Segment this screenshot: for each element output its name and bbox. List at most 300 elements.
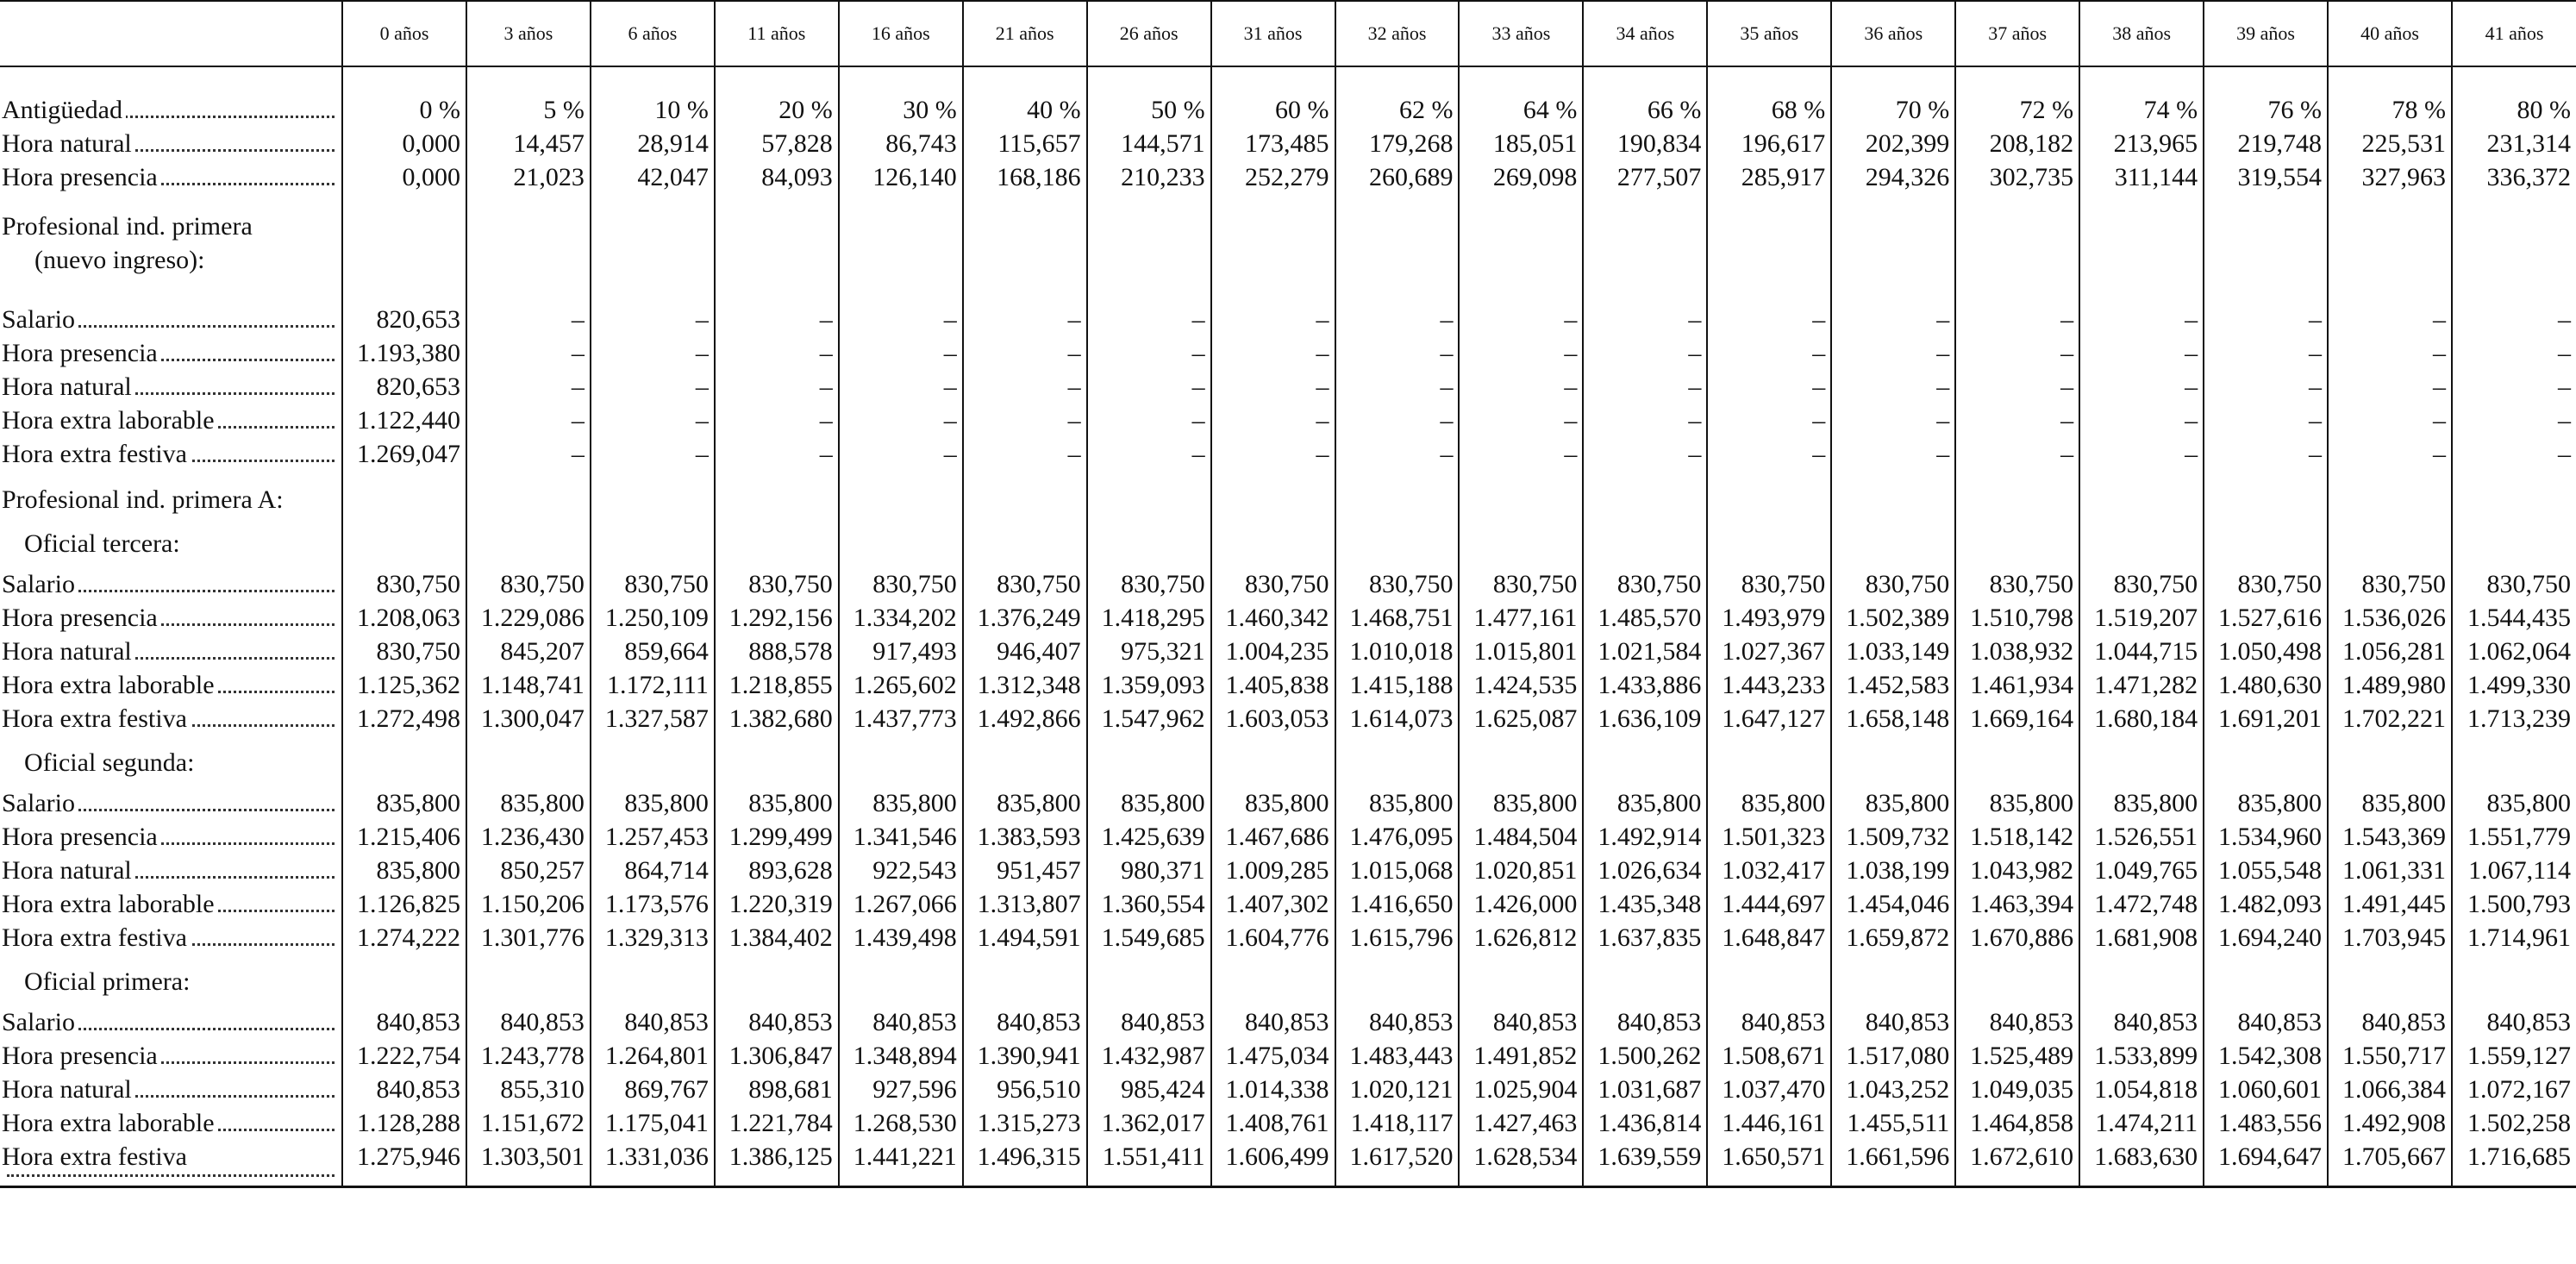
- table-cell: –: [1211, 370, 1335, 404]
- row-label: [0, 160, 342, 194]
- table-cell: 1.265,602: [839, 668, 963, 702]
- table-cell: [1707, 735, 1831, 786]
- table-cell: [591, 471, 715, 516]
- row-label-text: Hora natural: [2, 1075, 135, 1104]
- table-cell: 1.477,161: [1459, 601, 1583, 635]
- table-cell: 850,257: [466, 854, 591, 887]
- row-label: [0, 1005, 342, 1039]
- table-cell: [1087, 735, 1211, 786]
- table-cell: 1.313,807: [963, 887, 1087, 921]
- table-cell: 917,493: [839, 635, 963, 668]
- table-cell: 1.482,093: [2204, 887, 2328, 921]
- table-cell: [591, 735, 715, 786]
- table-row: [0, 437, 2576, 471]
- table-cell: –: [1955, 370, 2079, 404]
- table-cell: –: [2079, 336, 2204, 370]
- table-cell: –: [1087, 437, 1211, 471]
- table-cell: 208,182: [1955, 127, 2079, 160]
- table-cell: 1.408,761: [1211, 1106, 1335, 1140]
- table-cell: [1831, 735, 1955, 786]
- table-cell: 1.043,252: [1831, 1073, 1955, 1106]
- table-cell: 1.218,855: [715, 668, 839, 702]
- table-cell: 830,750: [466, 567, 591, 601]
- row-label: [0, 437, 342, 471]
- table-cell: 1.172,111: [591, 668, 715, 702]
- table-cell: 840,853: [2204, 1005, 2328, 1039]
- table-cell: 1.441,221: [839, 1140, 963, 1187]
- table-cell: 1.031,687: [1583, 1073, 1707, 1106]
- table-cell: [963, 471, 1087, 516]
- table-cell: 1.250,109: [591, 601, 715, 635]
- table-cell: 835,800: [1583, 786, 1707, 820]
- table-cell: 1.427,463: [1459, 1106, 1583, 1140]
- row-label: [0, 370, 342, 404]
- table-cell: 1.446,161: [1707, 1106, 1831, 1140]
- table-cell: [466, 954, 591, 1005]
- row-label: [0, 127, 342, 160]
- table-cell: 835,800: [2079, 786, 2204, 820]
- table-cell: 1.680,184: [2079, 702, 2204, 735]
- table-cell: 1.489,980: [2328, 668, 2452, 702]
- table-cell: 1.542,308: [2204, 1039, 2328, 1073]
- table-cell: –: [2452, 336, 2576, 370]
- table-cell: 845,207: [466, 635, 591, 668]
- table-cell: –: [2452, 437, 2576, 471]
- table-cell: 179,268: [1335, 127, 1460, 160]
- table-cell: 1.032,417: [1707, 854, 1831, 887]
- table-cell: [1087, 471, 1211, 516]
- table-cell: 1.215,406: [342, 820, 466, 854]
- table-cell: 840,853: [2079, 1005, 2204, 1039]
- column-header: 21 años: [963, 1, 1087, 66]
- table-cell: –: [591, 370, 715, 404]
- column-header: 39 años: [2204, 1, 2328, 66]
- table-cell: 1.301,776: [466, 921, 591, 954]
- table-cell: 84,093: [715, 160, 839, 194]
- table-cell: 225,531: [2328, 127, 2452, 160]
- table-cell: –: [1335, 370, 1460, 404]
- table-cell: –: [1335, 437, 1460, 471]
- table-cell: 64 %: [1459, 66, 1583, 127]
- table-cell: 1.050,498: [2204, 635, 2328, 668]
- table-cell: 1.222,754: [342, 1039, 466, 1073]
- table-cell: 1.193,380: [342, 336, 466, 370]
- table-cell: 62 %: [1335, 66, 1460, 127]
- table-cell: 1.049,035: [1955, 1073, 2079, 1106]
- table-cell: 1.694,647: [2204, 1140, 2328, 1187]
- table-cell: 1.405,838: [1211, 668, 1335, 702]
- table-cell: 1.208,063: [342, 601, 466, 635]
- table-cell: 1.509,732: [1831, 820, 1955, 854]
- table-row: [0, 160, 2576, 194]
- table-cell: 1.626,812: [1459, 921, 1583, 954]
- table-cell: 1.027,367: [1707, 635, 1831, 668]
- table-cell: 1.606,499: [1211, 1140, 1335, 1187]
- row-label: [0, 66, 342, 127]
- table-cell: 173,485: [1211, 127, 1335, 160]
- table-cell: 70 %: [1831, 66, 1955, 127]
- table-cell: –: [1955, 277, 2079, 336]
- table-cell: 1.299,499: [715, 820, 839, 854]
- row-label-text: Salario: [2, 1008, 78, 1036]
- row-label: [0, 820, 342, 854]
- table-cell: 1.416,650: [1335, 887, 1460, 921]
- table-cell: 1.015,801: [1459, 635, 1583, 668]
- row-label-text: Hora natural: [2, 372, 135, 401]
- table-cell: 1.267,066: [839, 887, 963, 921]
- row-label: [0, 1039, 342, 1073]
- table-cell: 115,657: [963, 127, 1087, 160]
- table-cell: 1.437,773: [839, 702, 963, 735]
- table-cell: [1707, 194, 1831, 277]
- table-cell: 1.014,338: [1211, 1073, 1335, 1106]
- table-cell: 946,407: [963, 635, 1087, 668]
- table-cell: 0,000: [342, 160, 466, 194]
- table-cell: 1.056,281: [2328, 635, 2452, 668]
- table-cell: 60 %: [1211, 66, 1335, 127]
- table-cell: [342, 471, 466, 516]
- table-cell: 1.122,440: [342, 404, 466, 437]
- table-cell: 1.494,591: [963, 921, 1087, 954]
- table-cell: 1.426,000: [1459, 887, 1583, 921]
- table-cell: 1.264,801: [591, 1039, 715, 1073]
- table-cell: –: [466, 336, 591, 370]
- table-cell: [839, 194, 963, 277]
- row-label-text: Salario: [2, 305, 78, 334]
- table-cell: 196,617: [1707, 127, 1831, 160]
- table-cell: 1.303,501: [466, 1140, 591, 1187]
- table-cell: –: [1831, 336, 1955, 370]
- row-label: [0, 854, 342, 887]
- table-cell: 1.331,036: [591, 1140, 715, 1187]
- table-cell: 50 %: [1087, 66, 1211, 127]
- table-cell: 1.658,148: [1831, 702, 1955, 735]
- table-cell: 835,800: [591, 786, 715, 820]
- table-cell: 975,321: [1087, 635, 1211, 668]
- table-cell: 830,750: [2328, 567, 2452, 601]
- table-cell: 74 %: [2079, 66, 2204, 127]
- table-cell: –: [1583, 370, 1707, 404]
- table-cell: 1.461,934: [1955, 668, 2079, 702]
- table-cell: 840,853: [2452, 1005, 2576, 1039]
- table-cell: 1.502,389: [1831, 601, 1955, 635]
- table-cell: 1.691,201: [2204, 702, 2328, 735]
- table-cell: [1583, 954, 1707, 1005]
- table-cell: 1.359,093: [1087, 668, 1211, 702]
- table-cell: 1.382,680: [715, 702, 839, 735]
- table-cell: 30 %: [839, 66, 963, 127]
- row-label: [0, 471, 342, 516]
- table-cell: 1.670,886: [1955, 921, 2079, 954]
- table-cell: 1.376,249: [963, 601, 1087, 635]
- row-label-text: Salario: [2, 789, 78, 817]
- table-cell: 840,853: [963, 1005, 1087, 1039]
- table-cell: [1583, 471, 1707, 516]
- table-cell: –: [2079, 404, 2204, 437]
- table-cell: 1.452,583: [1831, 668, 1955, 702]
- table-cell: [1831, 954, 1955, 1005]
- table-cell: –: [2079, 370, 2204, 404]
- table-cell: 1.424,535: [1459, 668, 1583, 702]
- table-cell: [1583, 194, 1707, 277]
- table-cell: –: [839, 370, 963, 404]
- table-cell: –: [1831, 404, 1955, 437]
- table-cell: 1.614,073: [1335, 702, 1460, 735]
- table-cell: 252,279: [1211, 160, 1335, 194]
- table-cell: 840,853: [1707, 1005, 1831, 1039]
- table-cell: 1.433,886: [1583, 668, 1707, 702]
- table-cell: 859,664: [591, 635, 715, 668]
- table-cell: 1.004,235: [1211, 635, 1335, 668]
- table-cell: 1.148,741: [466, 668, 591, 702]
- table-cell: –: [1583, 404, 1707, 437]
- table-cell: 10 %: [591, 66, 715, 127]
- table-cell: 1.669,164: [1955, 702, 2079, 735]
- header-corner: [0, 1, 342, 66]
- table-cell: 20 %: [715, 66, 839, 127]
- table-cell: 1.025,904: [1459, 1073, 1583, 1106]
- table-cell: –: [1459, 404, 1583, 437]
- table-cell: 840,853: [2328, 1005, 2452, 1039]
- table-cell: [1459, 735, 1583, 786]
- table-cell: 1.292,156: [715, 601, 839, 635]
- table-cell: 1.236,430: [466, 820, 591, 854]
- table-cell: –: [963, 370, 1087, 404]
- table-cell: –: [1831, 437, 1955, 471]
- table-cell: 1.243,778: [466, 1039, 591, 1073]
- table-cell: –: [2079, 437, 2204, 471]
- table-cell: 1.534,960: [2204, 820, 2328, 854]
- table-cell: 1.362,017: [1087, 1106, 1211, 1140]
- column-header: 38 años: [2079, 1, 2204, 66]
- table-cell: [2079, 954, 2204, 1005]
- table-cell: 951,457: [963, 854, 1087, 887]
- table-cell: 927,596: [839, 1073, 963, 1106]
- table-cell: 1.703,945: [2328, 921, 2452, 954]
- table-cell: 1.229,086: [466, 601, 591, 635]
- table-cell: 1.341,546: [839, 820, 963, 854]
- table-cell: [839, 735, 963, 786]
- table-cell: 1.551,411: [1087, 1140, 1211, 1187]
- table-cell: 1.334,202: [839, 601, 963, 635]
- table-cell: –: [591, 336, 715, 370]
- table-cell: [2452, 516, 2576, 567]
- table-row: [0, 921, 2576, 954]
- table-cell: 1.038,932: [1955, 635, 2079, 668]
- table-cell: 269,098: [1459, 160, 1583, 194]
- table-cell: –: [2328, 370, 2452, 404]
- table-cell: 294,326: [1831, 160, 1955, 194]
- table-cell: [2328, 954, 2452, 1005]
- row-label-text: Hora presencia: [2, 604, 161, 632]
- table-cell: 57,828: [715, 127, 839, 160]
- table-cell: 1.021,584: [1583, 635, 1707, 668]
- table-cell: 840,853: [591, 1005, 715, 1039]
- table-cell: 840,853: [715, 1005, 839, 1039]
- table-row: [0, 567, 2576, 601]
- table-cell: 86,743: [839, 127, 963, 160]
- table-cell: [2204, 471, 2328, 516]
- table-cell: 14,457: [466, 127, 591, 160]
- table-cell: 1.415,188: [1335, 668, 1460, 702]
- table-cell: 835,800: [963, 786, 1087, 820]
- table-cell: 1.067,114: [2452, 854, 2576, 887]
- table-cell: 78 %: [2328, 66, 2452, 127]
- section-heading-row: [0, 194, 2576, 277]
- table-cell: 1.549,685: [1087, 921, 1211, 954]
- table-cell: [2452, 194, 2576, 277]
- table-cell: 302,735: [1955, 160, 2079, 194]
- row-label: [0, 336, 342, 370]
- table-cell: 830,750: [2204, 567, 2328, 601]
- table-cell: 1.257,453: [591, 820, 715, 854]
- table-cell: 1.499,330: [2452, 668, 2576, 702]
- table-cell: 1.360,554: [1087, 887, 1211, 921]
- table-cell: –: [2079, 277, 2204, 336]
- table-cell: 319,554: [2204, 160, 2328, 194]
- table-cell: 835,800: [839, 786, 963, 820]
- table-cell: 840,853: [466, 1005, 591, 1039]
- table-cell: [2328, 471, 2452, 516]
- table-cell: [1583, 735, 1707, 786]
- table-cell: [342, 954, 466, 1005]
- table-cell: 1.604,776: [1211, 921, 1335, 954]
- table-cell: 1.527,616: [2204, 601, 2328, 635]
- table-cell: 1.443,233: [1707, 668, 1831, 702]
- table-cell: [591, 954, 715, 1005]
- table-cell: 1.054,818: [2079, 1073, 2204, 1106]
- table-cell: 1.468,751: [1335, 601, 1460, 635]
- row-label-text: Hora extra festiva: [2, 1142, 191, 1171]
- table-cell: 1.062,064: [2452, 635, 2576, 668]
- table-cell: 1.659,872: [1831, 921, 1955, 954]
- table-cell: 1.683,630: [2079, 1140, 2204, 1187]
- table-cell: 1.637,835: [1583, 921, 1707, 954]
- row-label-text: Hora extra festiva: [2, 704, 191, 733]
- table-cell: 1.519,207: [2079, 601, 2204, 635]
- table-cell: 80 %: [2452, 66, 2576, 127]
- row-label: [0, 516, 342, 567]
- table-cell: 830,750: [342, 567, 466, 601]
- table-cell: 1.713,239: [2452, 702, 2576, 735]
- table-cell: [2328, 516, 2452, 567]
- table-cell: [466, 735, 591, 786]
- table-cell: 202,399: [1831, 127, 1955, 160]
- table-row: [0, 1140, 2576, 1187]
- row-label-text: Salario: [2, 570, 78, 598]
- table-cell: 835,800: [715, 786, 839, 820]
- table-cell: –: [1583, 277, 1707, 336]
- table-cell: 820,653: [342, 277, 466, 336]
- table-cell: [2079, 735, 2204, 786]
- table-cell: 1.525,489: [1955, 1039, 2079, 1073]
- table-cell: [1459, 954, 1583, 1005]
- table-cell: [1087, 954, 1211, 1005]
- table-cell: [342, 194, 466, 277]
- table-cell: 5 %: [466, 66, 591, 127]
- table-cell: 1.432,987: [1087, 1039, 1211, 1073]
- table-cell: 1.472,748: [2079, 887, 2204, 921]
- table-cell: [342, 735, 466, 786]
- table-cell: [2328, 735, 2452, 786]
- table-cell: [1707, 516, 1831, 567]
- table-cell: [2452, 954, 2576, 1005]
- table-cell: 1.020,121: [1335, 1073, 1460, 1106]
- column-header: 33 años: [1459, 1, 1583, 66]
- table-cell: [1831, 471, 1955, 516]
- table-cell: 40 %: [963, 66, 1087, 127]
- subsection-heading-row: [0, 954, 2576, 1005]
- table-cell: 1.463,394: [1955, 887, 2079, 921]
- table-cell: [1459, 194, 1583, 277]
- row-label-text: Hora natural: [2, 856, 135, 885]
- table-cell: 820,653: [342, 370, 466, 404]
- table-cell: 1.491,445: [2328, 887, 2452, 921]
- table-cell: 835,800: [342, 854, 466, 887]
- row-label-text: Hora extra laborable: [2, 406, 218, 435]
- table-cell: [1335, 516, 1460, 567]
- table-cell: –: [715, 277, 839, 336]
- table-cell: 1.126,825: [342, 887, 466, 921]
- table-cell: [2204, 735, 2328, 786]
- table-cell: 864,714: [591, 854, 715, 887]
- table-cell: 1.603,053: [1211, 702, 1335, 735]
- table-cell: [1955, 194, 2079, 277]
- table-cell: [839, 516, 963, 567]
- table-cell: 840,853: [1831, 1005, 1955, 1039]
- table-cell: 144,571: [1087, 127, 1211, 160]
- table-cell: 1.418,117: [1335, 1106, 1460, 1140]
- table-cell: [839, 471, 963, 516]
- column-header: 3 años: [466, 1, 591, 66]
- table-cell: 1.275,946: [342, 1140, 466, 1187]
- table-cell: 1.020,851: [1459, 854, 1583, 887]
- table-cell: [1087, 194, 1211, 277]
- table-cell: [1831, 194, 1955, 277]
- table-cell: 1.015,068: [1335, 854, 1460, 887]
- table-cell: 835,800: [2452, 786, 2576, 820]
- table-cell: 830,750: [2079, 567, 2204, 601]
- table-cell: –: [1211, 277, 1335, 336]
- table-cell: 835,800: [2328, 786, 2452, 820]
- table-row: [0, 404, 2576, 437]
- table-cell: –: [1583, 437, 1707, 471]
- table-cell: [591, 516, 715, 567]
- table-cell: 1.274,222: [342, 921, 466, 954]
- table-cell: –: [715, 336, 839, 370]
- table-cell: 1.559,127: [2452, 1039, 2576, 1073]
- table-cell: –: [963, 404, 1087, 437]
- table-cell: 835,800: [342, 786, 466, 820]
- table-cell: –: [1707, 336, 1831, 370]
- table-cell: 1.705,667: [2328, 1140, 2452, 1187]
- row-label: [0, 786, 342, 820]
- table-cell: 835,800: [1211, 786, 1335, 820]
- table-cell: 1.502,258: [2452, 1106, 2576, 1140]
- table-cell: 980,371: [1087, 854, 1211, 887]
- table-cell: 76 %: [2204, 66, 2328, 127]
- table-cell: 835,800: [1955, 786, 2079, 820]
- header-row: [0, 1, 2576, 66]
- row-label: [0, 277, 342, 336]
- table-row: [0, 1073, 2576, 1106]
- table-row: [0, 277, 2576, 336]
- row-label-text: Hora natural: [2, 637, 135, 666]
- table-cell: 66 %: [1583, 66, 1707, 127]
- table-cell: –: [839, 277, 963, 336]
- table-cell: –: [2204, 370, 2328, 404]
- table-cell: 1.066,384: [2328, 1073, 2452, 1106]
